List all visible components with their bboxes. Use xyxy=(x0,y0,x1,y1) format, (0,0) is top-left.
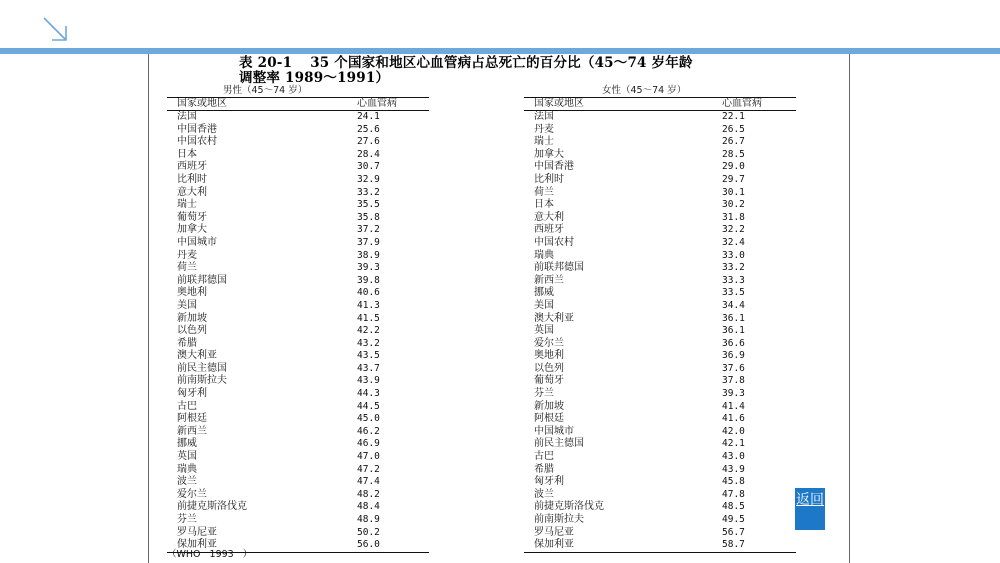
value-cell: 30.1 xyxy=(722,186,745,198)
table-row xyxy=(524,464,796,477)
country-cell: 芬兰 xyxy=(534,388,554,400)
female-header-value: 心血管病 xyxy=(722,98,762,109)
country-cell: 瑞典 xyxy=(534,249,554,261)
country-cell: 波兰 xyxy=(177,476,197,488)
value-cell: 38.9 xyxy=(357,249,380,261)
table-row xyxy=(524,501,796,514)
country-cell: 意大利 xyxy=(534,211,564,223)
value-cell: 42.0 xyxy=(722,425,745,437)
country-cell: 波兰 xyxy=(534,488,554,500)
country-cell: 丹麦 xyxy=(534,123,554,135)
male-rows xyxy=(167,111,429,552)
value-cell: 42.2 xyxy=(357,325,380,337)
table-row xyxy=(167,476,429,489)
value-cell: 31.8 xyxy=(722,211,745,223)
country-cell: 荷兰 xyxy=(534,186,554,198)
country-cell: 澳大利亚 xyxy=(534,312,574,324)
country-cell: 加拿大 xyxy=(534,148,564,160)
country-cell: 阿根廷 xyxy=(534,413,564,425)
country-cell: 希腊 xyxy=(534,463,554,475)
value-cell: 44.5 xyxy=(357,400,380,412)
country-cell: 中国农村 xyxy=(534,236,574,248)
country-cell: 英国 xyxy=(177,451,197,463)
value-cell: 34.4 xyxy=(722,299,745,311)
table-row xyxy=(524,527,796,540)
table-row xyxy=(524,199,796,212)
table-row xyxy=(167,174,429,187)
country-cell: 古巴 xyxy=(177,400,197,412)
country-cell: 中国香港 xyxy=(534,161,574,173)
female-caption: 女性（45～74 岁） xyxy=(602,85,687,96)
country-cell: 新加坡 xyxy=(534,400,564,412)
country-cell: 英国 xyxy=(534,325,554,337)
value-cell: 32.4 xyxy=(722,236,745,248)
female-header-country: 国家或地区 xyxy=(534,98,584,109)
table-title-line1: 35 个国家和地区心血管病占总死亡的百分比（45～74 岁年龄 xyxy=(310,55,693,71)
table-row xyxy=(167,136,429,149)
country-cell: 西班牙 xyxy=(534,224,564,236)
value-cell: 36.1 xyxy=(722,325,745,337)
country-cell: 前民主德国 xyxy=(534,438,584,450)
country-cell: 法国 xyxy=(177,111,197,122)
value-cell: 56.7 xyxy=(722,526,745,538)
table-row xyxy=(167,199,429,212)
table-row xyxy=(167,426,429,439)
value-cell: 22.1 xyxy=(722,111,745,122)
table-row xyxy=(524,313,796,326)
country-cell: 新西兰 xyxy=(534,274,564,286)
table-row xyxy=(167,212,429,225)
country-cell: 阿根廷 xyxy=(177,413,207,425)
table-row xyxy=(524,451,796,464)
female-header-row xyxy=(524,98,796,110)
country-cell: 中国城市 xyxy=(177,236,217,248)
table-row xyxy=(524,426,796,439)
value-cell: 32.2 xyxy=(722,224,745,236)
value-cell: 56.0 xyxy=(357,539,380,551)
country-cell: 爱尔兰 xyxy=(177,488,207,500)
male-caption: 男性（45～74 岁） xyxy=(223,85,308,96)
value-cell: 33.0 xyxy=(722,249,745,261)
country-cell: 前民主德国 xyxy=(177,362,227,374)
value-cell: 33.5 xyxy=(722,287,745,299)
value-cell: 41.5 xyxy=(357,312,380,324)
male-panel xyxy=(167,85,429,553)
country-cell: 以色列 xyxy=(534,362,564,374)
country-cell: 瑞士 xyxy=(534,136,554,148)
value-cell: 41.3 xyxy=(357,299,380,311)
country-cell: 希腊 xyxy=(177,337,197,349)
value-cell: 26.7 xyxy=(722,136,745,148)
value-cell: 32.9 xyxy=(357,173,380,185)
country-cell: 比利时 xyxy=(534,173,564,185)
table-row xyxy=(524,514,796,527)
source-note: （WHO 1993 ） xyxy=(167,549,253,560)
value-cell: 37.9 xyxy=(357,236,380,248)
table-row xyxy=(167,464,429,477)
country-cell: 前捷克斯洛伐克 xyxy=(177,501,247,513)
female-panel xyxy=(524,85,796,553)
table-row xyxy=(524,212,796,225)
value-cell: 48.9 xyxy=(357,514,380,525)
country-cell: 前联邦德国 xyxy=(534,262,584,274)
male-header-value: 心血管病 xyxy=(357,98,397,109)
female-rows xyxy=(524,111,796,552)
value-cell: 42.1 xyxy=(722,438,745,450)
value-cell: 33.2 xyxy=(357,186,380,198)
table-row xyxy=(524,237,796,250)
value-cell: 25.6 xyxy=(357,123,380,135)
country-cell: 匈牙利 xyxy=(534,476,564,488)
table-row xyxy=(524,250,796,263)
country-cell: 以色列 xyxy=(177,325,207,337)
country-cell: 中国城市 xyxy=(534,425,574,437)
table-row xyxy=(167,287,429,300)
value-cell: 44.3 xyxy=(357,388,380,400)
country-cell: 前捷克斯洛伐克 xyxy=(534,501,604,513)
table-row xyxy=(524,401,796,414)
table-row xyxy=(524,187,796,200)
country-cell: 瑞士 xyxy=(177,199,197,211)
table-row xyxy=(524,275,796,288)
table-row xyxy=(524,476,796,489)
table-row xyxy=(167,451,429,464)
value-cell: 30.2 xyxy=(722,199,745,211)
value-cell: 39.3 xyxy=(357,262,380,274)
value-cell: 33.3 xyxy=(722,274,745,286)
value-cell: 50.2 xyxy=(357,526,380,538)
country-cell: 新西兰 xyxy=(177,425,207,437)
value-cell: 41.4 xyxy=(722,400,745,412)
table-row xyxy=(167,514,429,527)
table-title-line2: 调整率 1989～1991） xyxy=(239,70,390,86)
table-row xyxy=(524,350,796,363)
country-cell: 罗马尼亚 xyxy=(177,526,217,538)
table-row xyxy=(167,111,429,124)
country-cell: 澳大利亚 xyxy=(177,350,217,362)
value-cell: 35.8 xyxy=(357,211,380,223)
table-row xyxy=(167,388,429,401)
value-cell: 35.5 xyxy=(357,199,380,211)
country-cell: 挪威 xyxy=(177,438,197,450)
table-row xyxy=(167,401,429,414)
country-cell: 比利时 xyxy=(177,173,207,185)
country-cell: 奥地利 xyxy=(177,287,207,299)
table-row xyxy=(167,161,429,174)
table-row xyxy=(167,325,429,338)
country-cell: 日本 xyxy=(177,148,197,160)
table-row xyxy=(167,124,429,137)
country-cell: 奥地利 xyxy=(534,350,564,362)
value-cell: 48.5 xyxy=(722,501,745,513)
value-cell: 28.5 xyxy=(722,148,745,160)
table-row xyxy=(167,489,429,502)
value-cell: 37.6 xyxy=(722,362,745,374)
table-row xyxy=(524,224,796,237)
table-row xyxy=(524,300,796,313)
male-header-row xyxy=(167,98,429,110)
table-row xyxy=(524,136,796,149)
table-row xyxy=(167,438,429,451)
value-cell: 30.7 xyxy=(357,161,380,173)
table-row xyxy=(524,262,796,275)
male-header-country: 国家或地区 xyxy=(177,98,227,109)
table-row xyxy=(167,350,429,363)
arrow-down-right-icon xyxy=(40,14,72,46)
value-cell: 36.9 xyxy=(722,350,745,362)
value-cell: 33.2 xyxy=(722,262,745,274)
country-cell: 意大利 xyxy=(177,186,207,198)
value-cell: 43.5 xyxy=(357,350,380,362)
table-row xyxy=(167,413,429,426)
value-cell: 49.5 xyxy=(722,514,745,525)
value-cell: 45.0 xyxy=(357,413,380,425)
country-cell: 保加利亚 xyxy=(534,539,574,551)
country-cell: 荷兰 xyxy=(177,262,197,274)
value-cell: 47.8 xyxy=(722,488,745,500)
country-cell: 罗马尼亚 xyxy=(534,526,574,538)
table-row xyxy=(167,149,429,162)
value-cell: 43.0 xyxy=(722,451,745,463)
table-row xyxy=(167,237,429,250)
country-cell: 日本 xyxy=(534,199,554,211)
value-cell: 47.4 xyxy=(357,476,380,488)
country-cell: 西班牙 xyxy=(177,161,207,173)
value-cell: 43.9 xyxy=(357,375,380,387)
table-row xyxy=(167,313,429,326)
value-cell: 46.2 xyxy=(357,425,380,437)
country-cell: 前联邦德国 xyxy=(177,274,227,286)
value-cell: 29.0 xyxy=(722,161,745,173)
country-cell: 葡萄牙 xyxy=(534,375,564,387)
back-button[interactable]: 返回 xyxy=(795,488,825,530)
value-cell: 40.6 xyxy=(357,287,380,299)
table-row xyxy=(524,325,796,338)
country-cell: 古巴 xyxy=(534,451,554,463)
table-number: 表 20-1 xyxy=(239,55,293,71)
value-cell: 47.2 xyxy=(357,463,380,475)
value-cell: 48.4 xyxy=(357,501,380,513)
value-cell: 29.7 xyxy=(722,173,745,185)
country-cell: 新加坡 xyxy=(177,312,207,324)
value-cell: 47.0 xyxy=(357,451,380,463)
table-title xyxy=(239,56,839,86)
table-row xyxy=(167,527,429,540)
value-cell: 45.8 xyxy=(722,476,745,488)
table-row xyxy=(167,262,429,275)
value-cell: 36.6 xyxy=(722,337,745,349)
table-row xyxy=(167,300,429,313)
country-cell: 瑞典 xyxy=(177,463,197,475)
country-cell: 芬兰 xyxy=(177,514,197,525)
country-cell: 保加利亚 xyxy=(177,539,217,551)
table-row xyxy=(167,250,429,263)
value-cell: 58.7 xyxy=(722,539,745,551)
table-row xyxy=(524,438,796,451)
table-row xyxy=(167,501,429,514)
table-row xyxy=(524,413,796,426)
country-cell: 爱尔兰 xyxy=(534,337,564,349)
table-row xyxy=(167,275,429,288)
female-bottom-rule xyxy=(524,552,796,553)
table-row xyxy=(524,338,796,351)
country-cell: 法国 xyxy=(534,111,554,122)
value-cell: 41.6 xyxy=(722,413,745,425)
table-row xyxy=(524,161,796,174)
value-cell: 39.3 xyxy=(722,388,745,400)
country-cell: 加拿大 xyxy=(177,224,207,236)
table-row xyxy=(524,124,796,137)
table-row xyxy=(524,111,796,124)
table-row xyxy=(524,539,796,552)
table-row xyxy=(524,174,796,187)
value-cell: 46.9 xyxy=(357,438,380,450)
country-cell: 匈牙利 xyxy=(177,388,207,400)
value-cell: 27.6 xyxy=(357,136,380,148)
table-sheet xyxy=(148,54,850,563)
country-cell: 挪威 xyxy=(534,287,554,299)
country-cell: 美国 xyxy=(177,299,197,311)
table-row xyxy=(524,388,796,401)
value-cell: 26.5 xyxy=(722,123,745,135)
value-cell: 39.8 xyxy=(357,274,380,286)
value-cell: 28.4 xyxy=(357,148,380,160)
value-cell: 37.8 xyxy=(722,375,745,387)
value-cell: 24.1 xyxy=(357,111,380,122)
table-row xyxy=(167,338,429,351)
table-row xyxy=(524,149,796,162)
country-cell: 中国香港 xyxy=(177,123,217,135)
country-cell: 前南斯拉夫 xyxy=(177,375,227,387)
table-row xyxy=(524,489,796,502)
table-row xyxy=(167,224,429,237)
value-cell: 43.2 xyxy=(357,337,380,349)
value-cell: 43.7 xyxy=(357,362,380,374)
table-row xyxy=(167,375,429,388)
country-cell: 葡萄牙 xyxy=(177,211,207,223)
table-row xyxy=(524,287,796,300)
table-row xyxy=(524,375,796,388)
value-cell: 48.2 xyxy=(357,488,380,500)
value-cell: 37.2 xyxy=(357,224,380,236)
country-cell: 美国 xyxy=(534,299,554,311)
table-row xyxy=(167,363,429,376)
table-row xyxy=(524,363,796,376)
country-cell: 前南斯拉夫 xyxy=(534,514,584,525)
value-cell: 36.1 xyxy=(722,312,745,324)
table-row xyxy=(167,187,429,200)
country-cell: 中国农村 xyxy=(177,136,217,148)
value-cell: 43.9 xyxy=(722,463,745,475)
country-cell: 丹麦 xyxy=(177,249,197,261)
